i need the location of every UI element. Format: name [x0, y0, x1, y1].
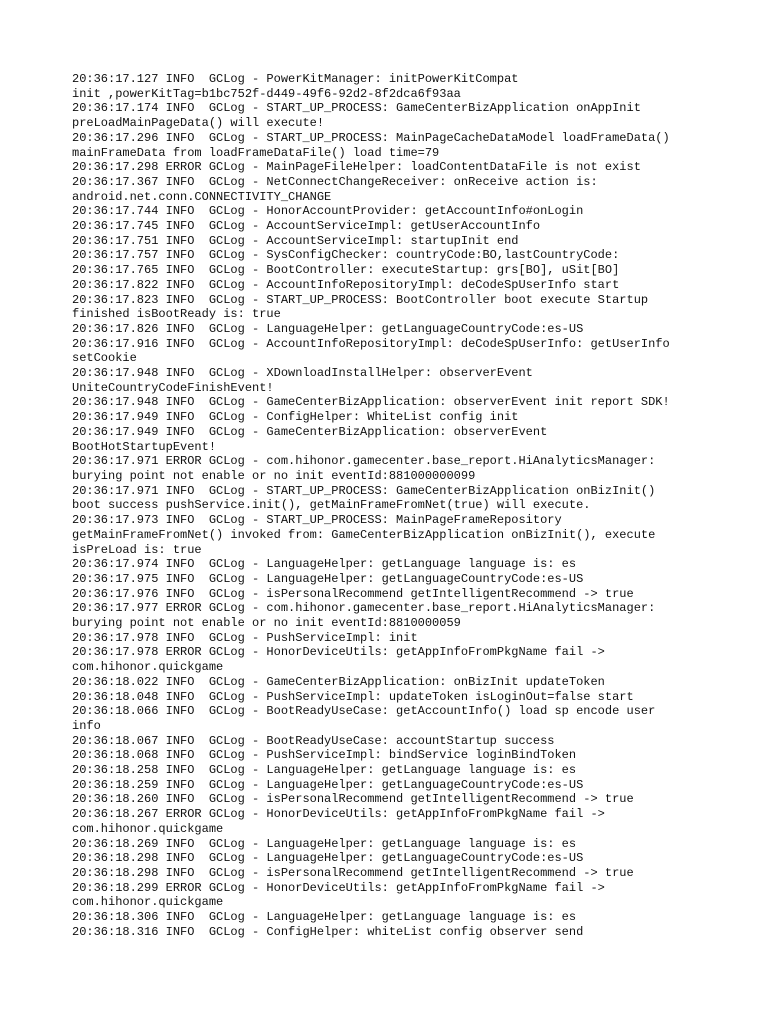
log-line: setCookie: [72, 351, 137, 366]
log-line: com.hihonor.quickgame: [72, 895, 224, 910]
log-line: 20:36:17.976 INFO GCLog - isPersonalRecommend getIntelligentRecommend -> true: [72, 586, 634, 601]
log-line: 20:36:17.298 ERROR GCLog - MainPageFileHelper: loadContentDataFile is not exist: [72, 160, 641, 175]
log-line: init ,powerKitTag=b1bc752f-d449-49f6-92d2-8f2dca6f93aa: [72, 86, 461, 101]
log-line: 20:36:18.306 INFO GCLog - LanguageHelper: getLanguage language is: es: [72, 910, 577, 925]
log-line: 20:36:18.298 INFO GCLog - isPersonalRecommend getIntelligentRecommend -> true: [72, 865, 634, 880]
log-line: 20:36:18.299 ERROR GCLog - HonorDeviceUtils: getAppInfoFromPkgName fail ->: [72, 880, 605, 895]
log-line: 20:36:18.022 INFO GCLog - GameCenterBizApplication: onBizInit updateToken: [72, 674, 605, 689]
log-line: 20:36:17.977 ERROR GCLog - com.hihonor.gamecenter.base_report.HiAnalyticsManager:: [72, 601, 656, 616]
log-line: 20:36:18.260 INFO GCLog - isPersonalRecommend getIntelligentRecommend -> true: [72, 792, 634, 807]
log-line: com.hihonor.quickgame: [72, 660, 224, 675]
log-line: 20:36:17.971 INFO GCLog - START_UP_PROCESS: GameCenterBizApplication onBizInit(): [72, 483, 656, 498]
log-line: 20:36:18.048 INFO GCLog - PushServiceImpl: updateToken isLoginOut=false start: [72, 689, 634, 704]
log-line: mainFrameData from loadFrameDataFile() load time=79: [72, 145, 440, 160]
log-line: 20:36:17.978 INFO GCLog - PushServiceImpl: init: [72, 630, 418, 645]
log-line: preLoadMainPageData() will execute!: [72, 116, 325, 131]
log-line: 20:36:17.948 INFO GCLog - GameCenterBizApplication: observerEvent init report SDK!: [72, 395, 670, 410]
log-line: UniteCountryCodeFinishEvent!: [72, 380, 274, 395]
log-line: 20:36:18.258 INFO GCLog - LanguageHelper: getLanguage language is: es: [72, 763, 577, 778]
log-line: boot success pushService.init(), getMainFrameFromNet(true) will execute.: [72, 498, 591, 513]
log-line: 20:36:17.745 INFO GCLog - AccountServiceImpl: getUserAccountInfo: [72, 219, 541, 234]
log-line: getMainFrameFromNet() invoked from: GameCenterBizApplication onBizInit(), execute: [72, 527, 656, 542]
log-line: 20:36:17.174 INFO GCLog - START_UP_PROCESS: GameCenterBizApplication onAppInit: [72, 101, 641, 116]
log-line: 20:36:17.974 INFO GCLog - LanguageHelper: getLanguage language is: es: [72, 557, 577, 572]
log-line: 20:36:18.068 INFO GCLog - PushServiceImpl: bindService loginBindToken: [72, 748, 577, 763]
log-line: 20:36:17.948 INFO GCLog - XDownloadInstallHelper: observerEvent: [72, 366, 533, 381]
log-line: burying point not enable or no init eventId:8810000059: [72, 616, 461, 631]
log-line: 20:36:17.973 INFO GCLog - START_UP_PROCESS: MainPageFrameRepository: [72, 513, 562, 528]
log-line: 20:36:17.296 INFO GCLog - START_UP_PROCESS: MainPageCacheDataModel loadFrameData(): [72, 130, 670, 145]
log-line: info: [72, 718, 101, 733]
log-line: 20:36:18.269 INFO GCLog - LanguageHelper: getLanguage language is: es: [72, 836, 577, 851]
log-text-block: [72, 72, 722, 939]
log-line: 20:36:17.978 ERROR GCLog - HonorDeviceUtils: getAppInfoFromPkgName fail ->: [72, 645, 605, 660]
log-line: isPreLoad is: true: [72, 542, 202, 557]
log-line: 20:36:17.744 INFO GCLog - HonorAccountProvider: getAccountInfo#onLogin: [72, 204, 584, 219]
log-line: 20:36:17.949 INFO GCLog - ConfigHelper: WhiteList config init: [72, 410, 519, 425]
log-line: finished isBootReady is: true: [72, 307, 281, 322]
log-line: 20:36:17.822 INFO GCLog - AccountInfoRepositoryImpl: deCodeSpUserInfo start: [72, 277, 620, 292]
log-line: 20:36:18.298 INFO GCLog - LanguageHelper: getLanguageCountryCode:es-US: [72, 851, 584, 866]
log-line: com.hihonor.quickgame: [72, 821, 224, 836]
log-line: android.net.conn.CONNECTIVITY_CHANGE: [72, 189, 332, 204]
log-line: 20:36:17.757 INFO GCLog - SysConfigChecker: countryCode:BO,lastCountryCode:: [72, 248, 620, 263]
log-line: 20:36:18.259 INFO GCLog - LanguageHelper: getLanguageCountryCode:es-US: [72, 777, 584, 792]
log-line: 20:36:18.067 INFO GCLog - BootReadyUseCase: accountStartup success: [72, 733, 555, 748]
log-line: 20:36:18.066 INFO GCLog - BootReadyUseCase: getAccountInfo() load sp encode user: [72, 704, 656, 719]
log-line: 20:36:17.916 INFO GCLog - AccountInfoRepositoryImpl: deCodeSpUserInfo: getUserInfo: [72, 336, 670, 351]
log-line: 20:36:17.765 INFO GCLog - BootController: executeStartup: grs[BO], uSit[BO]: [72, 263, 620, 278]
log-line: 20:36:18.267 ERROR GCLog - HonorDeviceUtils: getAppInfoFromPkgName fail ->: [72, 807, 605, 822]
log-line: 20:36:17.751 INFO GCLog - AccountServiceImpl: startupInit end: [72, 233, 519, 248]
log-line: burying point not enable or no init eventId:881000000099: [72, 468, 476, 483]
log-line: 20:36:17.826 INFO GCLog - LanguageHelper: getLanguageCountryCode:es-US: [72, 321, 584, 336]
log-line: 20:36:17.949 INFO GCLog - GameCenterBizApplication: observerEvent: [72, 424, 548, 439]
log-line: 20:36:17.127 INFO GCLog - PowerKitManager: initPowerKitCompat: [72, 72, 519, 86]
log-line: BootHotStartupEvent!: [72, 439, 217, 454]
log-line: 20:36:18.316 INFO GCLog - ConfigHelper: whiteList config observer send: [72, 924, 584, 939]
log-line: 20:36:17.823 INFO GCLog - START_UP_PROCESS: BootController boot execute Startup: [72, 292, 649, 307]
log-line: 20:36:17.367 INFO GCLog - NetConnectChangeReceiver: onReceive action is:: [72, 174, 598, 189]
log-line: 20:36:17.971 ERROR GCLog - com.hihonor.gamecenter.base_report.HiAnalyticsManager:: [72, 454, 656, 469]
log-line: 20:36:17.975 INFO GCLog - LanguageHelper: getLanguageCountryCode:es-US: [72, 571, 584, 586]
